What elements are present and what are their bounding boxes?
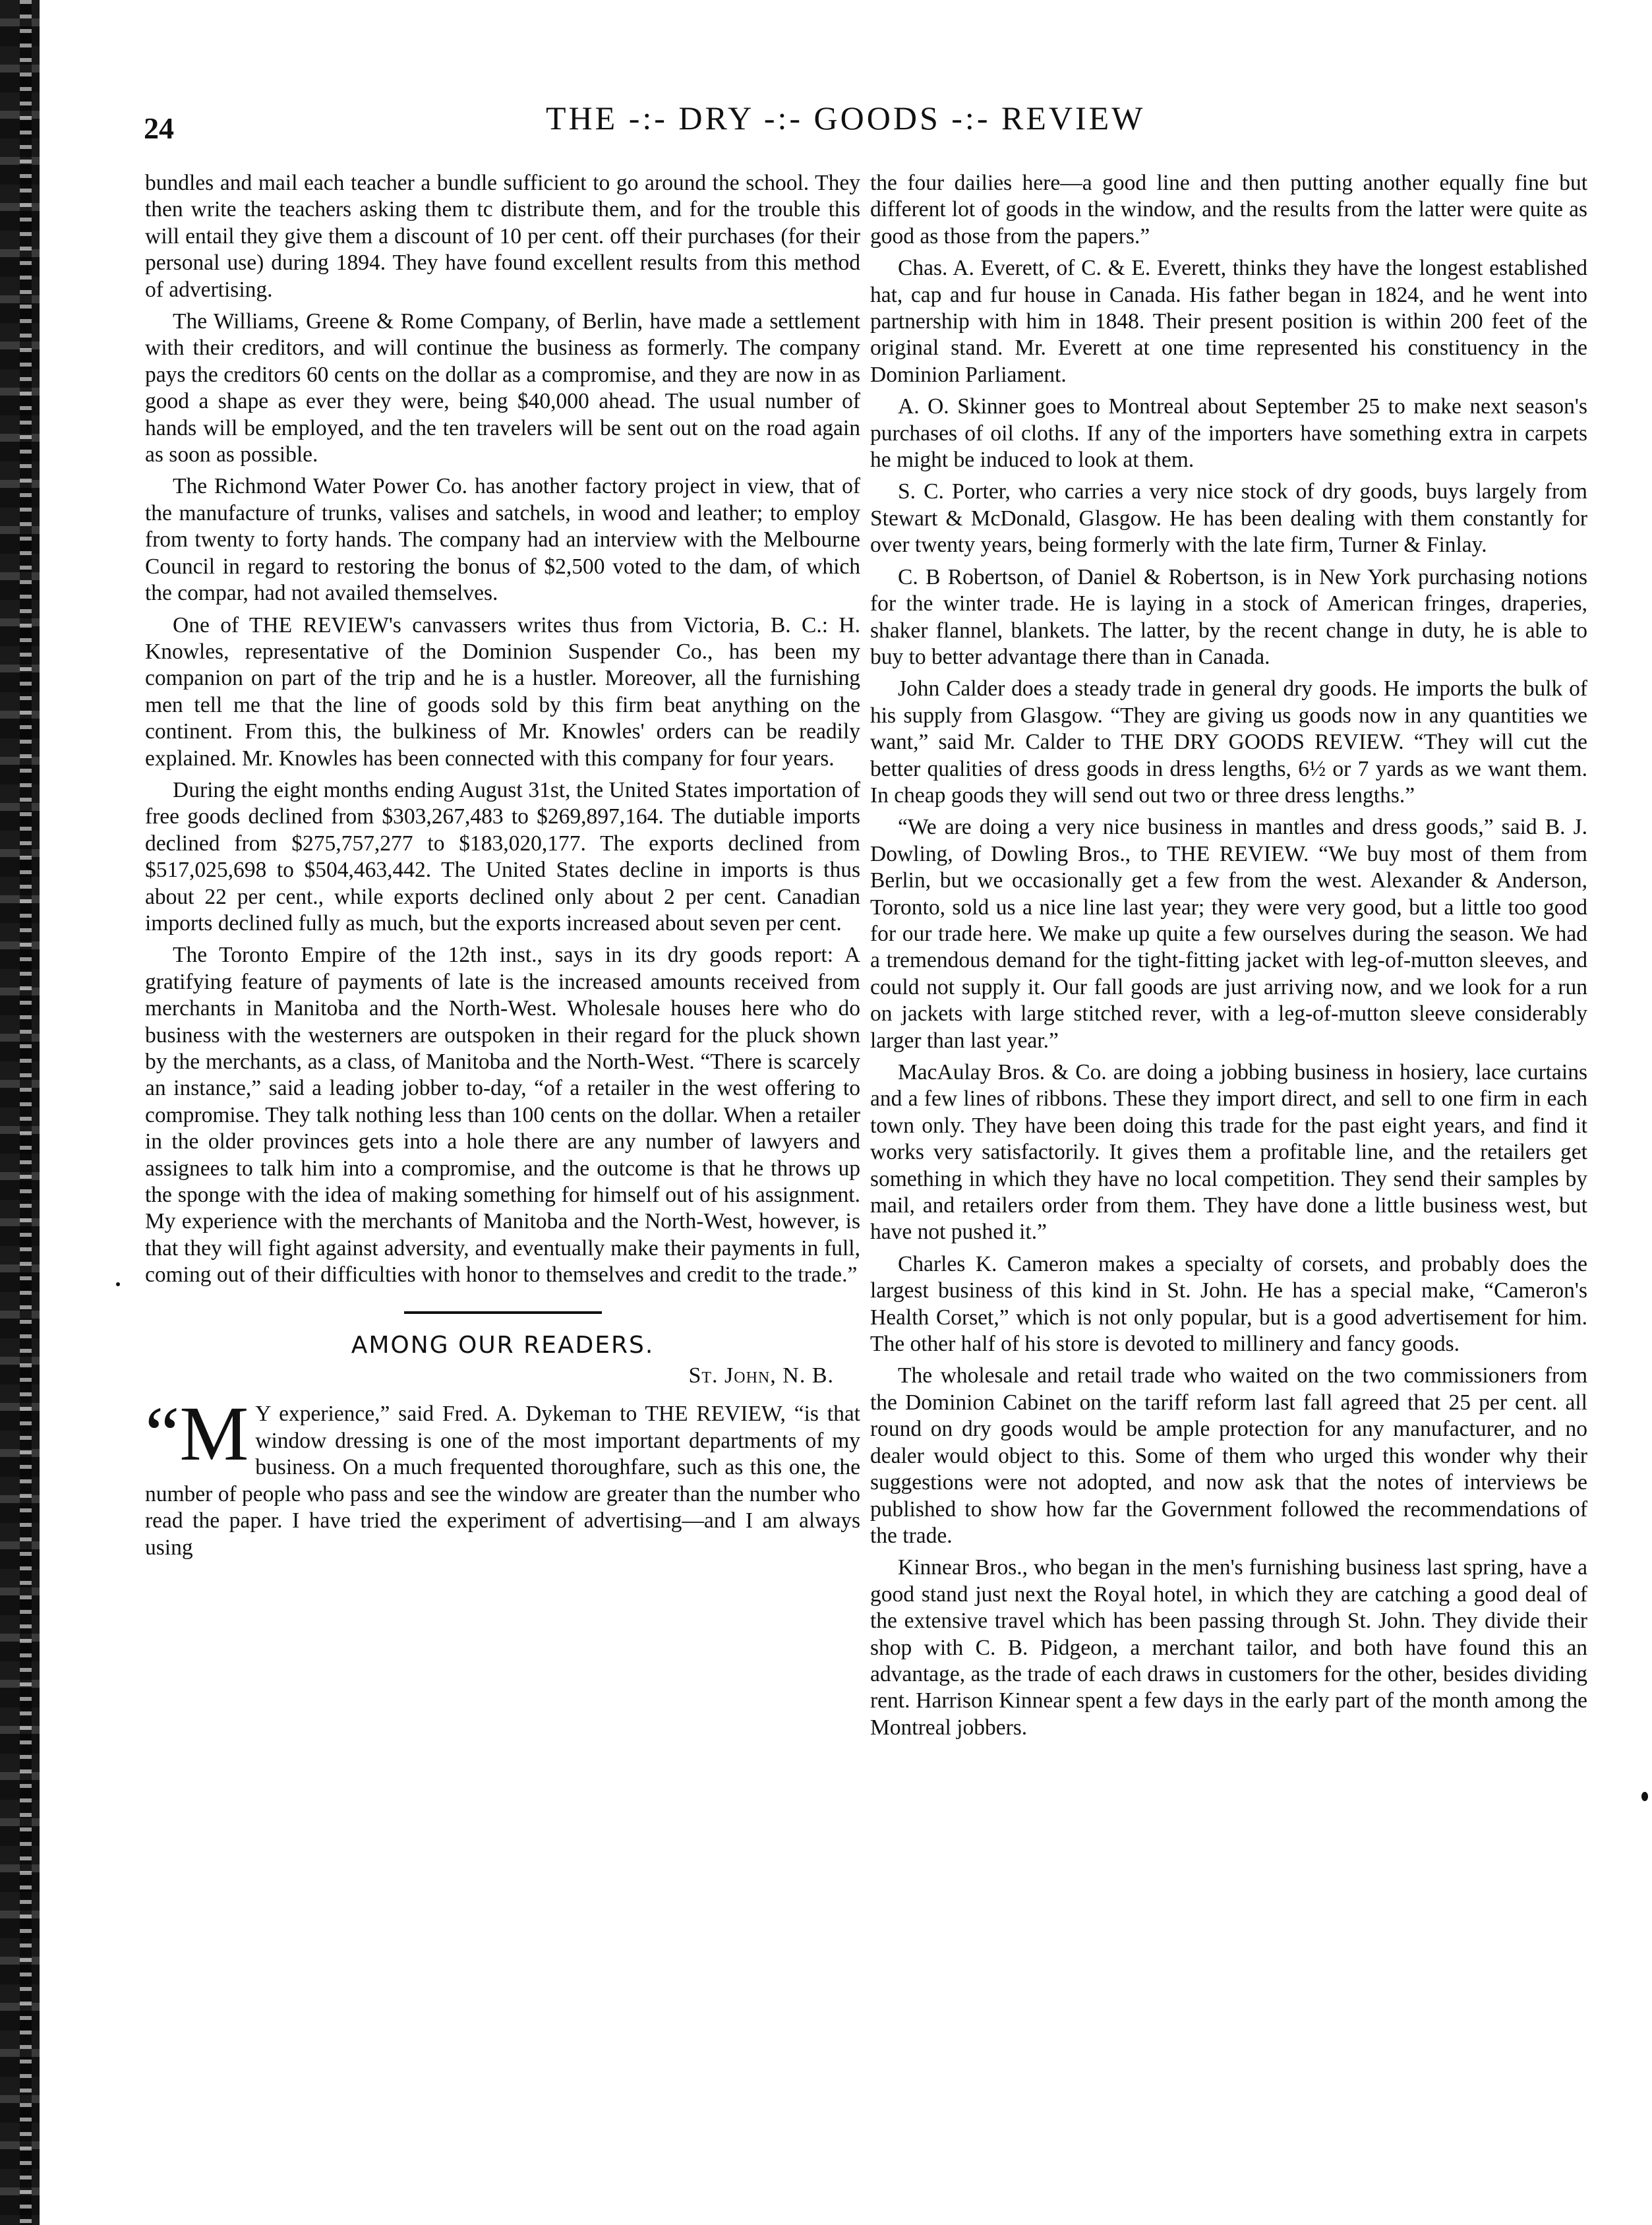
- dropcap-letter: M: [179, 1390, 249, 1477]
- dateline: St. John, N. B.: [688, 1363, 834, 1388]
- book-binding-edge: [0, 0, 40, 2225]
- paragraph: bundles and mail each teacher a bundle sufficient to go around the school. They then write the teachers asking them tc distribute them, and for the trouble this will entail they give them a discount of 10 per cent. off their purchases (for their personal use) during 1894. They have found excellent results from this method of advertising.: [145, 171, 860, 302]
- paragraph: The Toronto Empire of the 12th inst., says in its dry goods report: A gratifying feature of payments of late is the increased amounts received from merchants in Manitoba and the North-West. Wholesale houses here who do business with the westerners are outspoken in their regard for the pluck shown by the merchants, as a class, of Manitoba and the North-West. “There is scarcely an instance,” said a leading jobber to-day, “of a retailer in the west offering to compromise. They talk nothing less than 100 cents on the dollar. When a retailer in the older provinces gets into a hole there are any number of lawyers and assignees to talk him into a compromise, and the outcome is that he throws up the sponge with the idea of making something for himself out of his assignment. My experience with the merchants of Manitoba and the North-West, however, is that they will fight against adversity, and eventually make their payments in full, coming out of their difficulties with honor to themselves and credit to the trade.”: [145, 943, 860, 1288]
- paragraph: A. O. Skinner goes to Montreal about September 25 to make next season's purchases of oil cloths. If any of the importers have something extra in carpets he might be induced to look at them.: [870, 394, 1587, 473]
- paragraph: the four dailies here—a good line and then putting another equally fine but different lot of goods in the window, and the results from the latter were quite as good as those from the papers.”: [870, 171, 1587, 249]
- dropcap-open-quote: “: [145, 1390, 180, 1477]
- paragraph: The wholesale and retail trade who waited on the two commissioners from the Dominion Cabinet on the tariff reform last fall agreed that 25 per cent. all round on dry goods would be ample protection for any manufacturer, and no dealer would object to this. Some of them who urged this wonder why their suggestions were not adopted, and now ask that the notes of interviews be published to show how far the Government followed the recommendations of the trade.: [870, 1363, 1587, 1548]
- dropcap: [145, 1390, 249, 1477]
- paragraph: Chas. A. Everett, of C. & E. Everett, thinks they have the longest established hat, cap and fur house in Canada. His father began in 1824, and he went into partnership with him in 1848. Their present position is within 200 feet of the original stand. Mr. Everett at one time represented his constituency in the Dominion Parliament.: [870, 256, 1587, 387]
- paragraph: One of THE REVIEW's canvassers writes thus from Victoria, B. C.: H. Knowles, representative of the Dominion Suspender Co., has been my companion on part of the trip and he is a hustler. Moreover, all the furnishing men tell me that the line of goods sold by this firm beat anything on the continent. From this, the bulkiness of Mr. Knowles' orders can be readily explained. Mr. Knowles has been connected with this company for four years.: [145, 612, 860, 771]
- page-header: [144, 99, 1594, 152]
- running-title: THE -:- DRY -:- GOODS -:- REVIEW: [546, 100, 1146, 136]
- dropcap-paragraph-text: Y experience,” said Fred. A. Dykeman to THE REVIEW, “is that window dressing is one of the most important departments of my business. On a much frequented thoroughfare, such as this one, the number of people who pass and see the window are greater than the number who read the paper. I have tried the experiment of advertising—and I am always using: [145, 1402, 860, 1560]
- paragraph: During the eight months ending August 31st, the United States importation of free goods declined from $303,267,483 to $269,897,164. The dutiable imports declined from $275,757,277 to $183,020,177. The exports declined from $517,025,698 to $504,463,442. The United States decline in imports is thus about 22 per cent., while exports declined only about 2 per cent. Canadian imports declined fully as much, but the exports increased about seven per cent.: [145, 777, 860, 935]
- paragraph: C. B Robertson, of Daniel & Robertson, is in New York purchasing notions for the winter trade. He is laying in a stock of American fringes, draperies, shaker flannel, blankets. The latter, by the recent change in duty, he is able to buy to better advantage there than in Canada.: [870, 564, 1587, 669]
- section-heading: AMONG OUR READERS.: [351, 1331, 655, 1359]
- paragraph: MacAulay Bros. & Co. are doing a jobbing business in hosiery, lace curtains and a few lines of ribbons. These they import direct, and sell to one firm in each town only. They have been doing this trade for the past eight years, and find it works very satisfactorily. It gives them a profitable line, and the retailers get something in which they have no local competition. They send their samples by mail, and retailers order from them. They have done a little business west, but have not pushed it.”: [870, 1060, 1587, 1245]
- right-column: [870, 170, 1587, 1746]
- section-divider: [404, 1311, 602, 1314]
- paragraph: S. C. Porter, who carries a very nice stock of dry goods, buys largely from Stewart & McDonald, Glasgow. He has been dealing with them constantly for over twenty years, being formerly with the late firm, Turner & Finlay.: [870, 479, 1587, 558]
- left-column: [145, 170, 860, 1566]
- dropcap-paragraph: [145, 1390, 860, 1560]
- paragraph: The Richmond Water Power Co. has another factory project in view, that of the manufacture of trunks, valises and satchels, in wood and leather; to employ from twenty to forty hands. The company had an interview with the Melbourne Council in regard to restoring the bonus of $2,500 voted to the dam, of which the compar, had not availed themselves.: [145, 474, 860, 606]
- ink-speck: [1641, 1792, 1648, 1801]
- page-number: 24: [144, 111, 174, 145]
- paragraph: John Calder does a steady trade in general dry goods. He imports the bulk of his supply from Glasgow. “They are giving us goods now in any quantities we want,” said Mr. Calder to THE DRY GOODS REVIEW. “They will cut the better qualities of dress goods in dress lengths, 6½ or 7 yards as we want them. In cheap goods they will send out two or three dress lengths.”: [870, 676, 1587, 808]
- paragraph: Charles K. Cameron makes a specialty of corsets, and probably does the largest business of this kind in St. John. He has a special make, “Cameron's Health Corset,” which is not only popular, but is a good advertisement for him. The other half of his store is devoted to millinery and fancy goods.: [870, 1251, 1587, 1357]
- ink-speck: [116, 1282, 120, 1286]
- paragraph: “We are doing a very nice business in mantles and dress goods,” said B. J. Dowling, of Dowling Bros., to THE REVIEW. “We buy most of them from Berlin, but we occasionally get a few from the west. Alexander & Anderson, Toronto, sold us a nice line last year; they were very good, but a little too good for our trade here. We make up quite a few ourselves during the season. We had a tremendous demand for the tight-fitting jacket with leg-of-mutton sleeves, and could not supply it. Our fall goods are just arriving now, and we look for a run on jackets with large stitched rever, with a leg-of-mutton sleeve considerably larger than last year.”: [870, 815, 1587, 1053]
- paragraph: Kinnear Bros., who began in the men's furnishing business last spring, have a good stand just next the Royal hotel, in which they are catching a good deal of the extensive travel which has been passing through St. John. They divide their shop with C. B. Pidgeon, a merchant tailor, and both have found this an advantage, as the trade of each draws in customers for the other, besides dividing rent. Harrison Kinnear spent a few days in the early part of the month among the Montreal jobbers.: [870, 1555, 1587, 1740]
- paragraph: The Williams, Greene & Rome Company, of Berlin, have made a settlement with their creditors, and will continue the business as formerly. The company pays the creditors 60 cents on the dollar as a compromise, and they are now in as good a shape as ever they were, being $40,000 ahead. The usual number of hands will be employed, and the ten travelers will be sent out on the road again as soon as possible.: [145, 309, 860, 467]
- binding-stitching: [20, 0, 32, 2225]
